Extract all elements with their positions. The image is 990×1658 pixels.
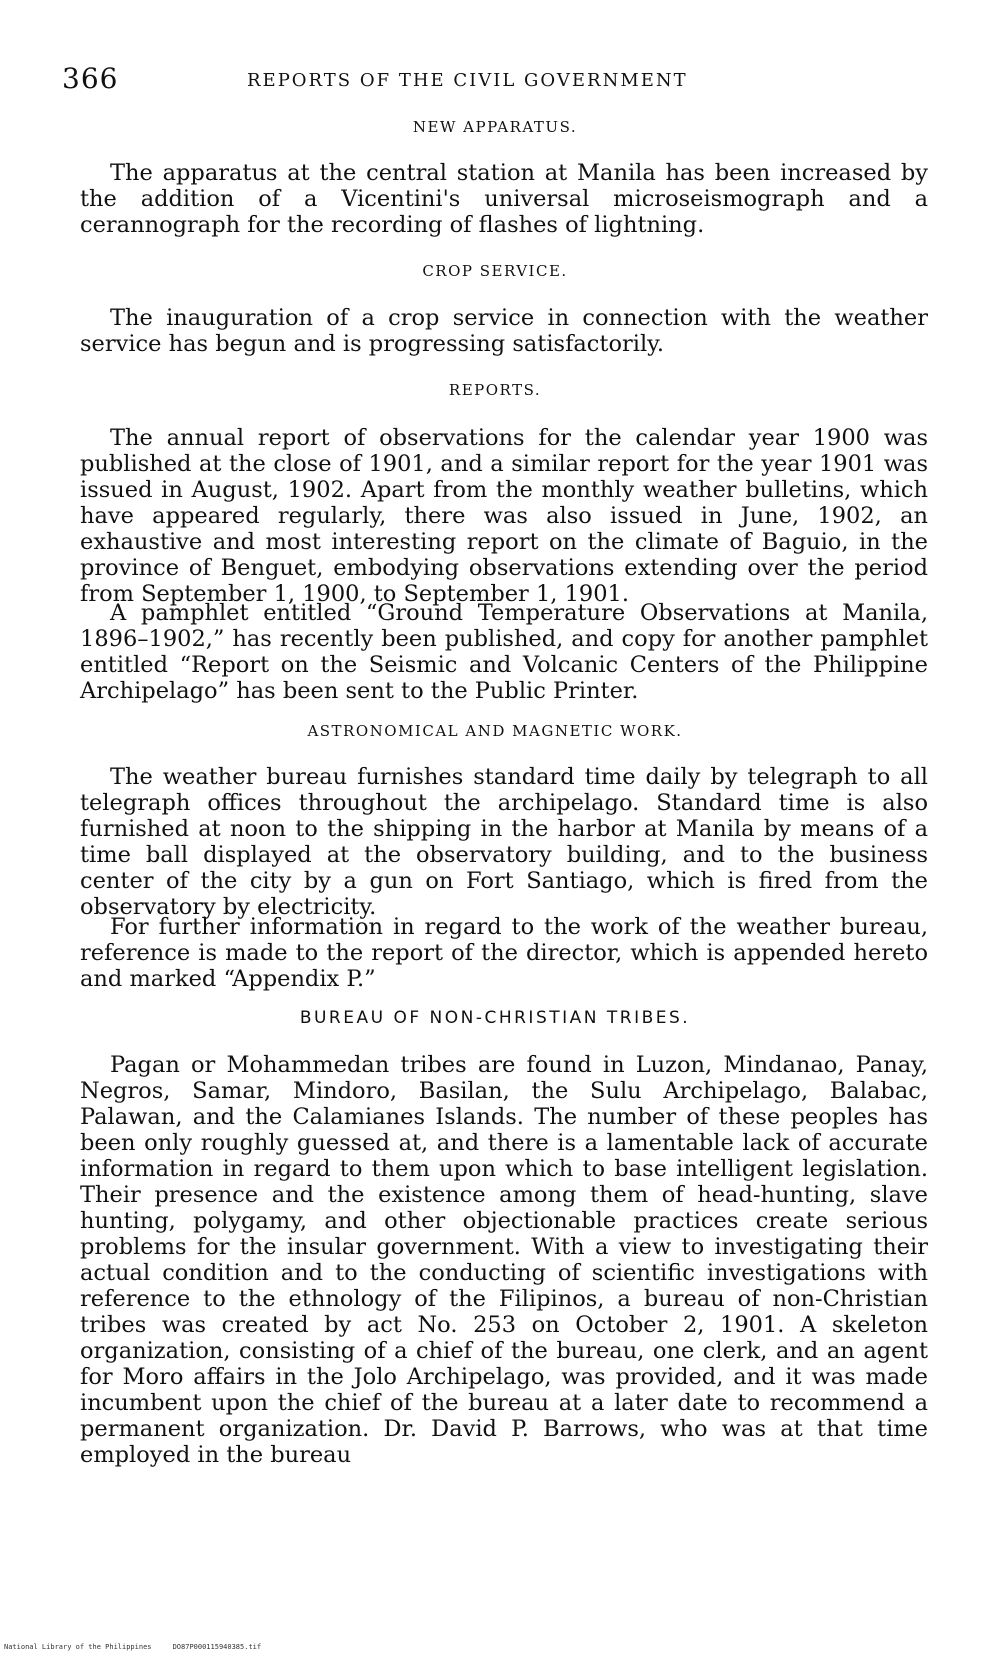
section-heading-non-christian-tribes: BUREAU OF NON-CHRISTIAN TRIBES. [299,1008,691,1028]
paragraph-astronomical-2: For further information in regard to the work of the weather bureau, reference is made to the report of the director, which is appended hereto and marked “Appendix P.” [80,914,928,992]
footer-library: National Library of the Philippines [4,1643,152,1651]
paragraph-reports-2: A pamphlet entitled “Ground Temperature Observations at Manila, 1896–1902,” has recently been published, and copy for another pamphlet entitled “Report on the Seismic and Volcanic Centers of the Philippine Archipelago” has been sent to the Public Printer. [80,600,928,704]
section-heading-new-apparatus: NEW APPARATUS. [412,118,578,136]
paragraph-crop-service: The inauguration of a crop service in connection with the weather service has begun and is progressing satisfactorily. [80,305,928,357]
section-heading-reports: REPORTS. [448,381,542,399]
paragraph-non-christian-tribes: Pagan or Mohammedan tribes are found in Luzon, Mindanao, Panay, Negros, Samar, Mindoro, Basilan, the Sulu Archipelago, Balabac, Palawan, and the Calamianes Islands. The number of these peoples has been only roughly guessed at, and there is a lamentable lack of accurate information in regard to them upon which to base intelligent legislation. Their presence and the existence among them of head-hunting, slave hunting, polygamy, and other objectionable practices create serious problems for the insular government. With a view to investigating their actual condition and to the conducting of scientific investigations with reference to the ethnology of the Filipinos, a bureau of non-Christian tribes was created by act No. 253 on October 2, 1901. A skeleton organization, consisting of a chief of the bureau, one clerk, and an agent for Moro affairs in the Jolo Archipelago, was provided, and it was made incumbent upon the chief of the bureau at a later date to recommend a permanent organization. Dr. David P. Barrows, who was at that time employed in the bureau [80,1052,928,1468]
section-heading-astronomical-magnetic: ASTRONOMICAL AND MAGNETIC WORK. [307,722,683,740]
scan-footer [4,1643,261,1651]
paragraph-reports-1: The annual report of observations for the calendar year 1900 was published at the close of 1901, and a similar report for the year 1901 was issued in August, 1902. Apart from the monthly weather bulletins, which have appeared regularly, there was also issued in June, 1902, an exhaustive and most interesting report on the climate of Baguio, in the province of Benguet, embodying observations extending over the period from September 1, 1900, to September 1, 1901. [80,425,928,607]
running-title: REPORTS OF THE CIVIL GOVERNMENT [247,70,688,91]
footer-file-id: DO87P000115940385.tif [172,1643,262,1651]
page-header [62,62,862,102]
paragraph-astronomical-1: The weather bureau furnishes standard time daily by telegraph to all telegraph offices throughout the archipelago. Standard time is also furnished at noon to the shipping in the harbor at Manila by means of a time ball displayed at the observatory building, and to the business center of the city by a gun on Fort Santiago, which is fired from the observatory by electricity. [80,764,928,920]
section-heading-crop-service: CROP SERVICE. [422,262,568,280]
paragraph-new-apparatus: The apparatus at the central station at Manila has been increased by the addition of a Vicentini's universal microseismograph and a cerannograph for the recording of flashes of lightning. [80,160,928,238]
page-number: 366 [62,62,119,95]
